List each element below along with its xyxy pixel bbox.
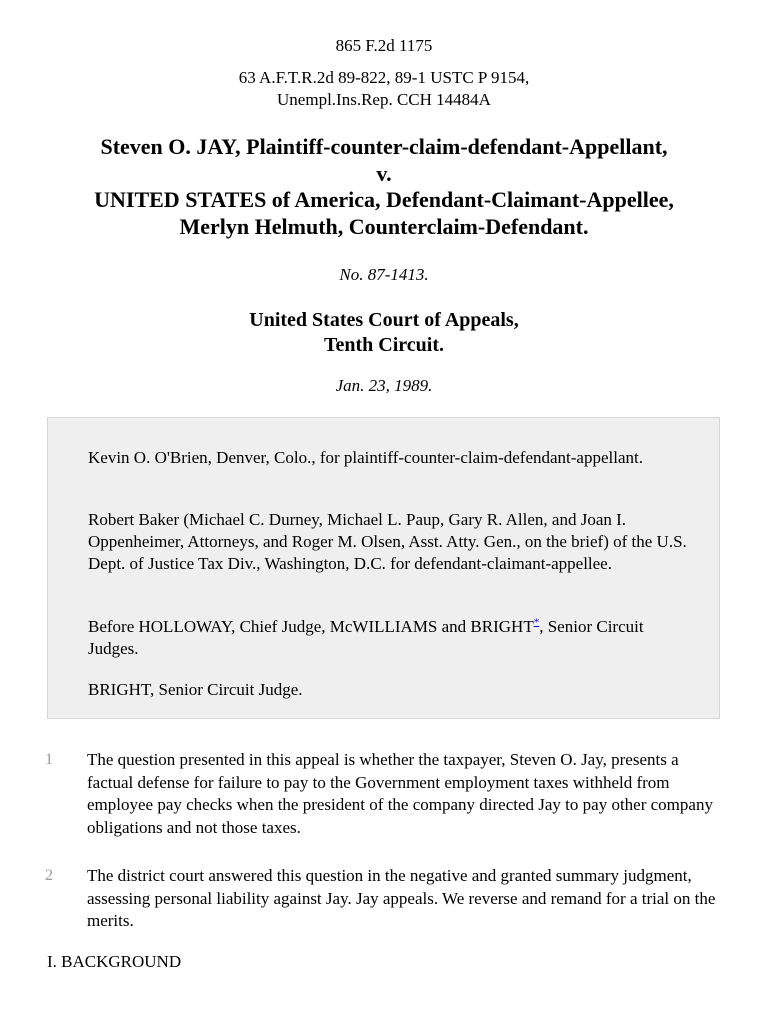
judges-panel [88, 616, 688, 660]
decision-date: Jan. 23, 1989. [335, 376, 433, 395]
case-title-counterclaim-defendant: Merlyn Helmuth, Counterclaim-Defendant. [179, 213, 589, 239]
judges-panel-before: Before HOLLOWAY, Chief Judge, McWILLIAMS and BRIGHT [88, 617, 534, 636]
court-name-line2: Tenth Circuit. [323, 334, 445, 356]
case-title-plaintiff: Steven O. JAY, Plaintiff-counter-claim-defendant-Appellant, [100, 134, 668, 159]
judges-panel-after: , Senior Circuit Judges. [88, 617, 644, 658]
citation-secondary-line1: 63 A.F.T.R.2d 89-822, 89-1 USTC P 9154, [238, 68, 530, 87]
paragraph-text: The district court answered this question in the negative and granted summary judgment, assessing personal liability against Jay. Jay appeals. We reverse and remand for a trial on the merits. [87, 866, 716, 930]
court-name-line1: United States Court of Appeals, [249, 309, 519, 331]
counsel-panel [47, 417, 720, 719]
section-heading: I. BACKGROUND [47, 952, 182, 971]
case-title-defendant: UNITED STATES of America, Defendant-Claimant-Appellee, [94, 187, 674, 212]
court-name [0, 308, 768, 358]
case-title [20, 134, 748, 240]
docket-number: No. 87-1413. [339, 265, 429, 284]
paragraph-number: 2 [45, 867, 53, 884]
paragraph-number: 1 [45, 751, 53, 768]
paragraph-text: The question presented in this appeal is whether the taxpayer, Steven O. Jay, presents a factual defense for failure to pay to the Government employment taxes withheld from employee pay checks when the president of the company directed Jay to pay other company obligations and not those taxes. [87, 750, 713, 837]
citation-primary: 865 F.2d 1175 [335, 36, 433, 55]
parallel-citations [0, 67, 768, 111]
counsel-appellee: Robert Baker (Michael C. Durney, Michael L. Paup, Gary R. Allen, and Joan I. Oppenheimer, Attorneys, and Roger M. Olsen, Asst. Atty. Gen., on the brief) of the U.S. Dept. of Justice Tax Div., Washington, D.C. for defendant-claimant-appellee. [88, 510, 687, 573]
counsel-appellant: Kevin O. O'Brien, Denver, Colo., for plaintiff-counter-claim-defendant-appellant. [88, 448, 643, 467]
citation-secondary-line2: Unempl.Ins.Rep. CCH 14484A [277, 90, 491, 109]
case-citation [0, 35, 768, 57]
opinion-author: BRIGHT, Senior Circuit Judge. [88, 680, 303, 699]
footnote-link[interactable]: * [533, 616, 540, 629]
case-title-versus: v. [376, 160, 392, 186]
